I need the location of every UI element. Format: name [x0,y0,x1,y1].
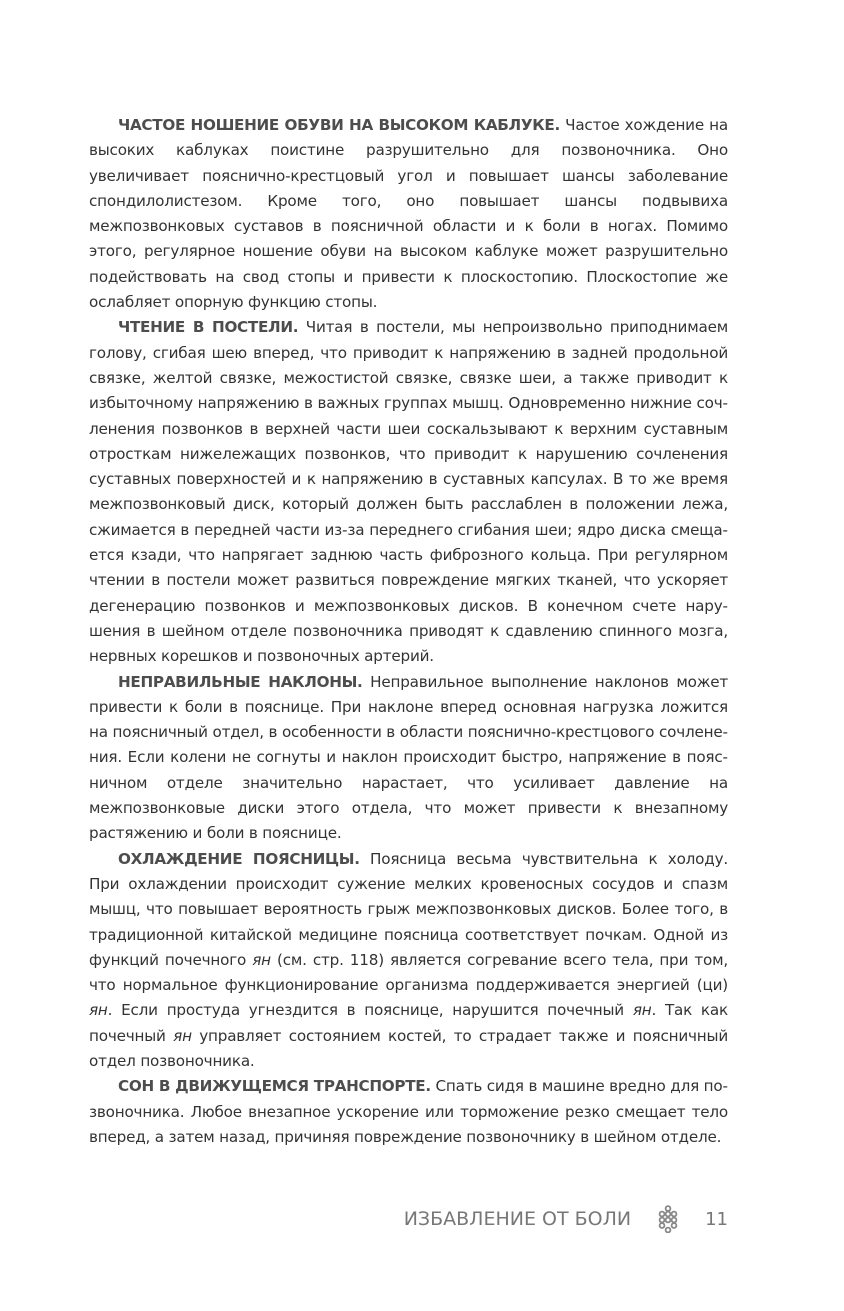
page-footer [0,1203,728,1235]
paragraph-text: . Если простуда угнездится в пояснице, нарушится почечный [107,1001,633,1020]
paragraph-high-heels [89,113,728,315]
paragraph-text: . Так как почечный [89,1001,728,1045]
italic-term: ян [632,1001,652,1020]
page-body [89,113,728,1150]
italic-term: ян [89,1001,108,1020]
paragraph-sleep-in-transport [89,1074,728,1150]
italic-term: ян [252,950,271,969]
paragraph-heading: НЕПРАВИЛЬНЫЕ НАКЛОНЫ. [118,672,363,691]
paragraph-incorrect-bending [89,670,728,847]
paragraph-text: Спать сидя в машине вредно для позвоночника. Любое внезапное ускорение или торможение резко смещает тело вперед, а затем назад, причиняя повреждение позвоночнику в шейном отделе. [89,1077,728,1146]
italic-term: ян [173,1026,192,1045]
paragraph-text: Неправильное выполнение наклонов может привести к боли в пояснице. При наклоне вперед основная нагрузка ложится на поясничный отдел, в особенности в области пояснично-крестцового сочленения. Если колени не согнуты и наклон происходит быстро, напряжение в поясничном отделе значительно нарастает, что усиливает давление на межпозвонковые диски этого отдела, что может привести к внезапному растяжению и боли в пояснице. [89,672,728,843]
page-number: 11 [705,1208,728,1230]
paragraph-text: (см. стр. 118) является согревание всего тела, при том, что нормальное функционирование организма поддерживается энергией (ци) [89,950,728,995]
running-title: ИЗБАВЛЕНИЕ ОТ БОЛИ [403,1208,632,1230]
paragraph-text: Читая в постели, мы непроизвольно приподнимаем голову, сгибая шею вперед, что приводит к напряжению в задней продольной связке, желтой связке, межостистой связке, связке шеи, а также приводит к избыточному напряжению в важных группах мышц. Одновременно нижние сочленения позвонков в верхней части шеи соскальзывают к верхним суставным отросткам нижележащих позвонков, что приводит к нарушению сочленения суставных поверхностей и к напряжению в суставных капсулах. В то же время межпозвонковый диск, который должен быть расслаблен в положении лежа, сжимается в передней части из-за переднего сгибания шеи; ядро диска смещается кзади, что напрягает заднюю часть фиброзного кольца. При регулярном чтении в постели может развиться повреждение мягких тканей, что ускоряет дегенерацию позвонков и межпозвонковых дисков. В конечном счете нарушения в шейном отделе позвоночника приводят к сдавлению спинного мозга, нервных корешков и позвоночных артерий. [89,318,728,666]
paragraph-lower-back-cooling [89,847,728,1075]
paragraph-text: управляет состоянием костей, то страдает также и поясничный отдел позвоночника. [89,1026,728,1070]
paragraph-heading: ЧАСТОЕ НОШЕНИЕ ОБУВИ НА ВЫСОКОМ КАБЛУКЕ. [118,116,560,134]
paragraph-heading: ЧТЕНИЕ В ПОСТЕЛИ. [118,318,299,337]
paragraph-text: Поясница весьма чувствительна к холоду. При охлаждении происходит сужение мелких кровеносных сосудов и спазм мышц, что повышает вероятность грыж межпозвонковых дисков. Более того, в традиционной китайской медицине поясница соответствует почкам. Одной из функций почечного [89,849,728,969]
paragraph-text: Частое хождение на высоких каблуках поистине разрушительно для позвоночника. Оно увеличивает пояснично-крестцовый угол и повышает шансы заболевание спондилолистезом. Кроме того, оно повышает шансы подвывиха межпозвонковых суставов в поясничной области и к боли в ногах. Помимо этого, регулярное ношение обуви на высоком каблуке может разрушительно подействовать на свод стопы и привести к плоскостопию. Плоскостопие же ослабляет опорную функцию стопы. [89,116,728,312]
endless-knot-icon [657,1205,679,1233]
paragraph-heading: ОХЛАЖДЕНИЕ ПОЯСНИЦЫ. [118,849,360,868]
paragraph-heading: СОН В ДВИЖУЩЕМСЯ ТРАНСПОРТЕ. [118,1077,431,1096]
paragraph-reading-in-bed [89,315,728,669]
